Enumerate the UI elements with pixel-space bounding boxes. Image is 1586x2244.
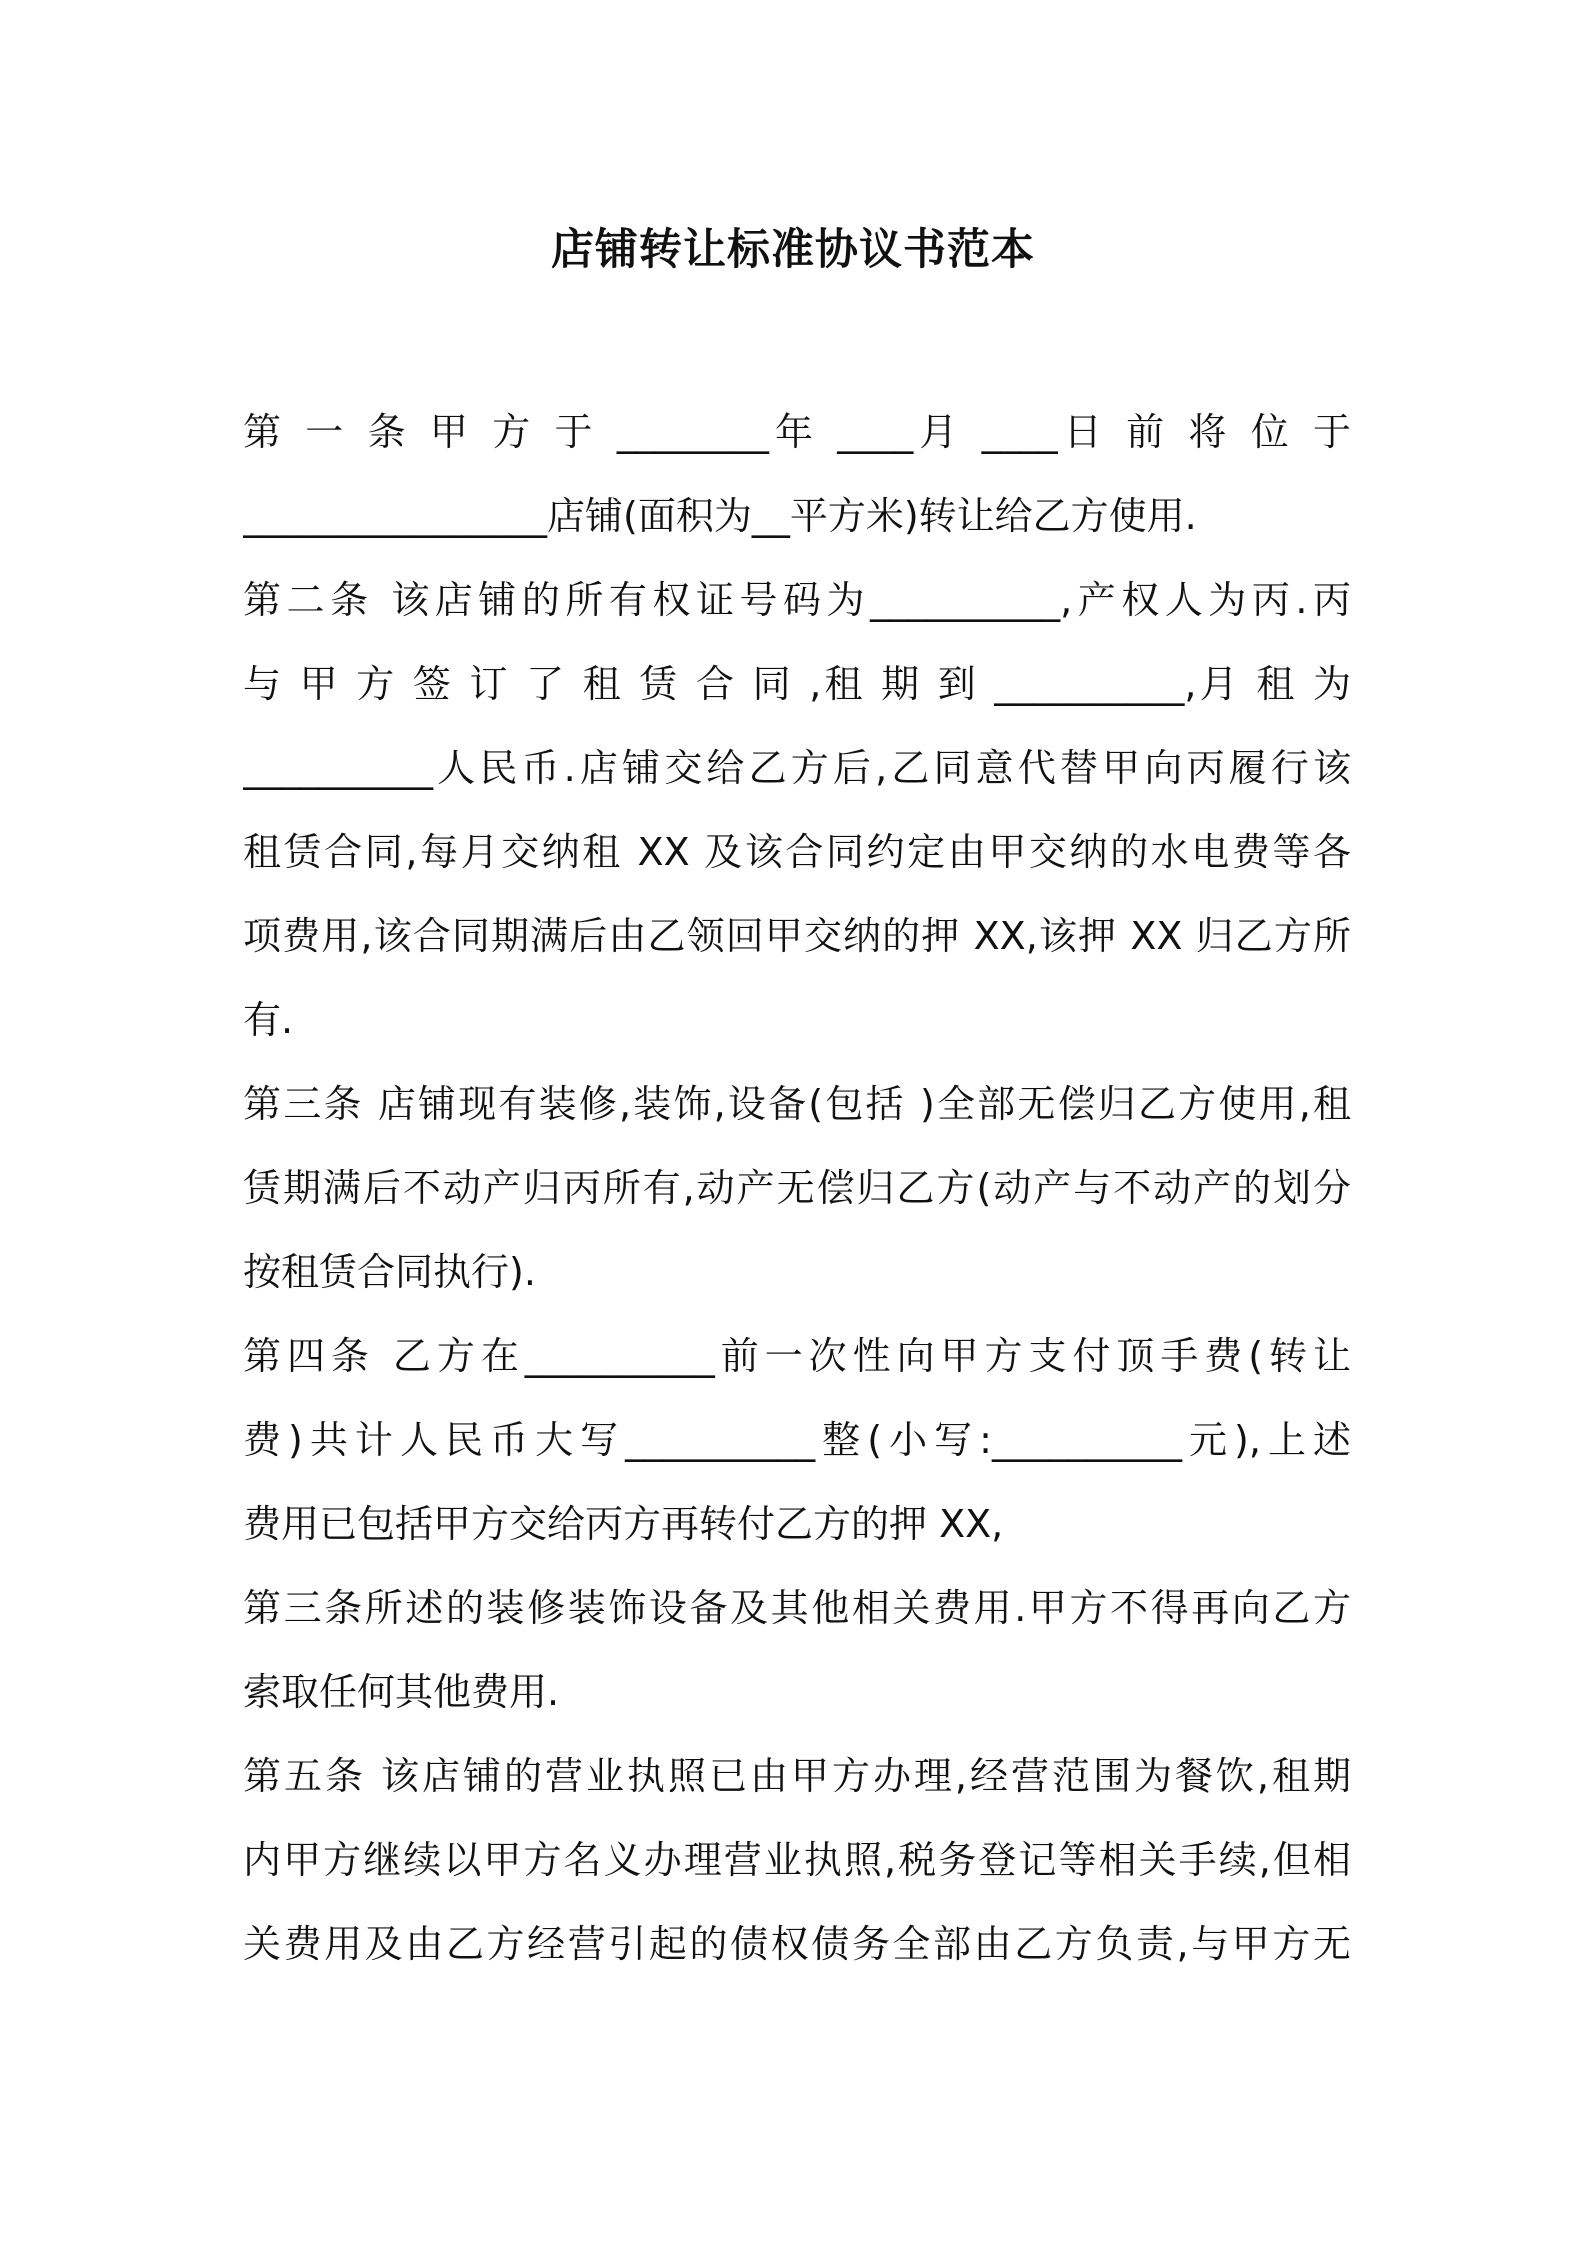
article-2-line-2: 与 甲 方 签 订 了 租 赁 合 同 ,租 期 到 __________,月 租 为 xyxy=(243,662,1351,706)
article-2-line-3: __________人民币.店铺交给乙方后,乙同意代替甲向丙履行该 xyxy=(243,746,1351,790)
article-2-line-6: 有. xyxy=(243,998,294,1042)
article-1-line-2: ________________店铺(面积为__平方米)转让给乙方使用. xyxy=(243,494,1197,538)
article-2-line-1: 第二条 该店铺的所有权证号码为__________,产权人为丙.丙 xyxy=(243,578,1351,622)
article-5-line-1: 第五条 该店铺的营业执照已由甲方办理,经营范围为餐饮,租期 xyxy=(243,1754,1351,1798)
article-5-line-3: 关费用及由乙方经营引起的债权债务全部由乙方负责,与甲方无 xyxy=(243,1922,1351,1966)
article-5-line-2: 内甲方继续以甲方名义办理营业执照,税务登记等相关手续,但相 xyxy=(243,1838,1351,1882)
document-title: 店铺转让标准协议书范本 xyxy=(551,225,1035,275)
article-4-line-2: 费)共计人民币大写__________整(小写:__________元),上述 xyxy=(243,1418,1351,1462)
article-4-line-3: 费用已包括甲方交给丙方再转付乙方的押 XX, xyxy=(243,1502,1004,1546)
article-2-line-5: 项费用,该合同期满后由乙领回甲交纳的押 XX,该押 XX 归乙方所 xyxy=(243,914,1351,958)
article-2-line-4: 租赁合同,每月交纳租 XX 及该合同约定由甲交纳的水电费等各 xyxy=(243,830,1351,874)
article-1-line-1: 第 一 条 甲 方 于 ________年 ____月 ____日 前 将 位 于 xyxy=(243,410,1351,454)
article-4-line-1: 第四条 乙方在__________前一次性向甲方支付顶手费(转让 xyxy=(243,1334,1351,1378)
article-3-line-2: 赁期满后不动产归丙所有,动产无偿归乙方(动产与不动产的划分 xyxy=(243,1166,1351,1210)
article-4-line-4: 第三条所述的装修装饰设备及其他相关费用.甲方不得再向乙方 xyxy=(243,1586,1351,1630)
article-3-line-3: 按租赁合同执行). xyxy=(243,1250,536,1294)
article-4-line-5: 索取任何其他费用. xyxy=(243,1670,560,1714)
article-3-line-1: 第三条 店铺现有装修,装饰,设备(包括 )全部无偿归乙方使用,租 xyxy=(243,1082,1351,1126)
